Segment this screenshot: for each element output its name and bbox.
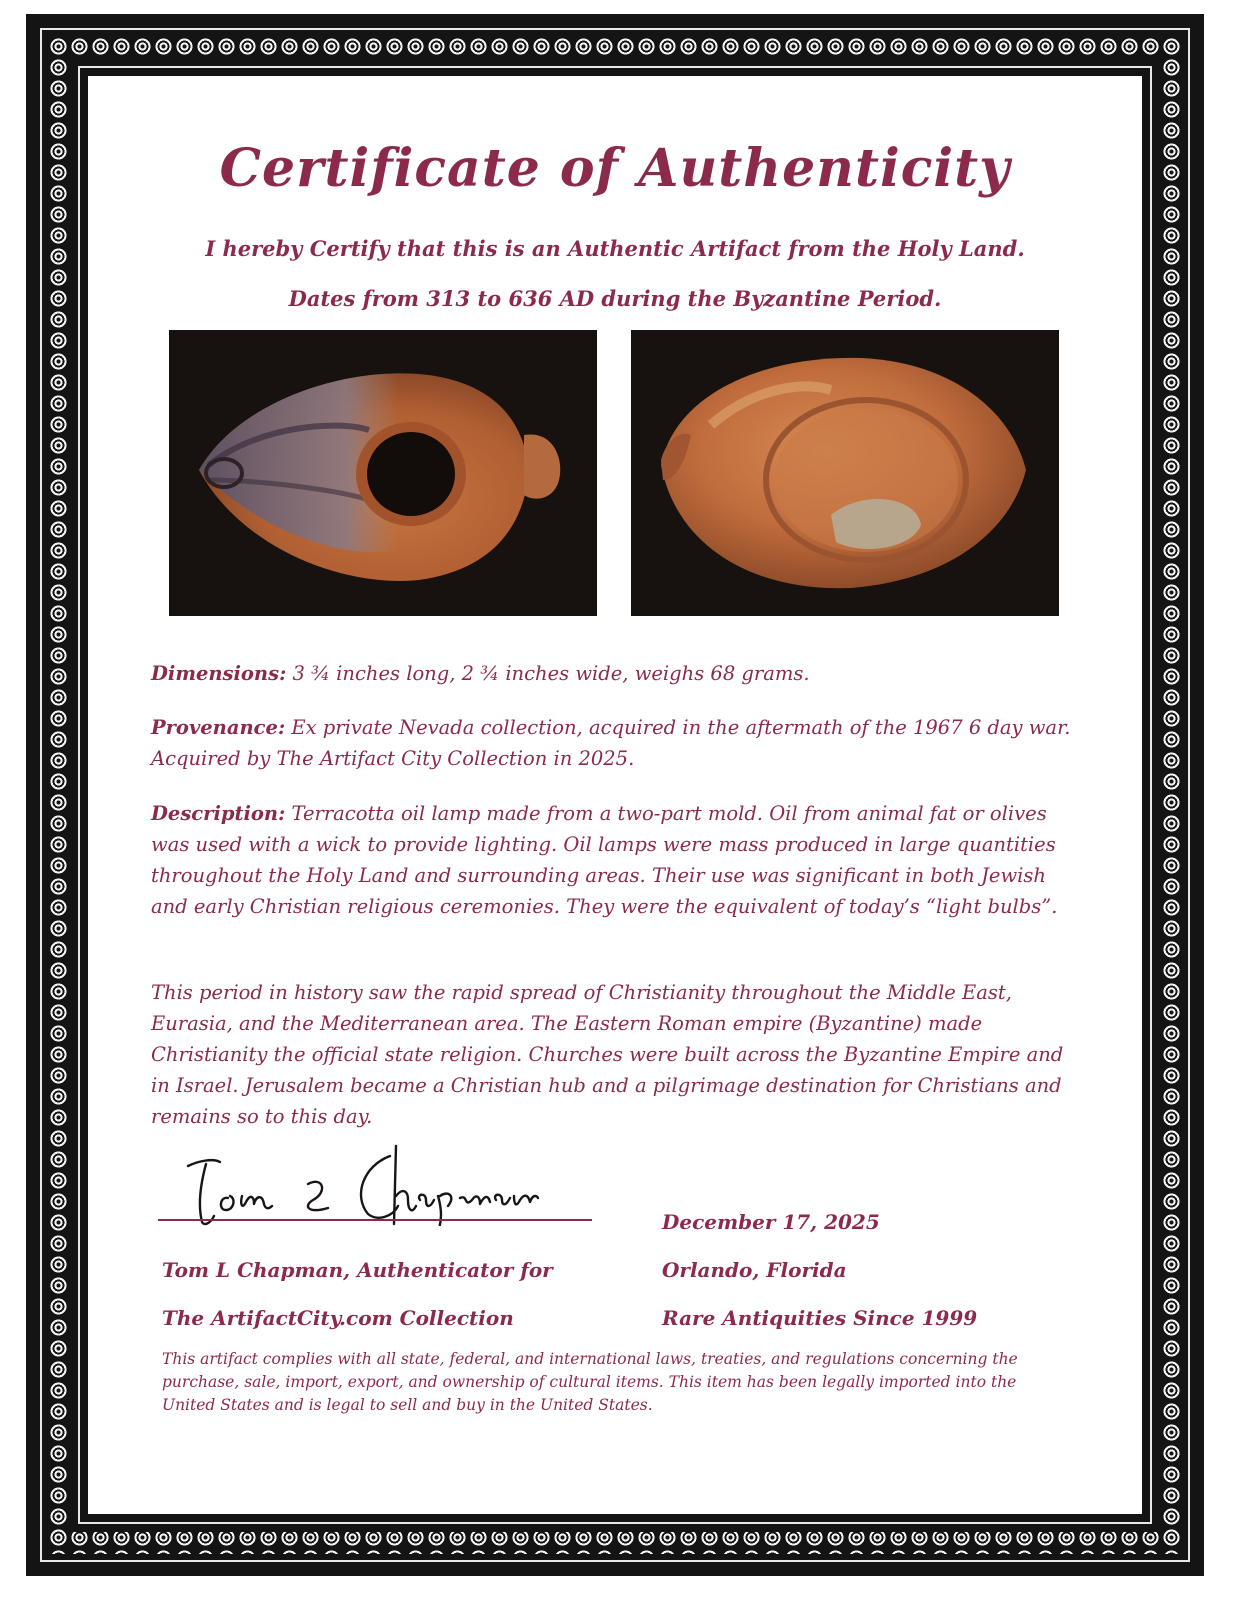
dimensions-label: Dimensions:	[151, 662, 287, 685]
history-paragraph: This period in history saw the rapid spread of Christianity throughout the Middle East, Eurasia, and the Mediterranean area. The Eastern Roman empire (Byzantine) made Christianity the official state religion. Churches were built across the Byzantine Empire and in Israel. Jerusalem became a Christian hub and a pilgrimage destination for Christians and remains so to this day.	[151, 981, 1064, 1128]
legal-notice: This artifact complies with all state, federal, and international laws, treaties, and regulations concerning the purchase, sale, import, export, and ownership of cultural items. This item has been legally imported into the United States and is legal to sell and buy in the United States.	[162, 1350, 1018, 1414]
company-tagline: Rare Antiquities Since 1999	[662, 1306, 978, 1330]
decorative-border	[26, 14, 1204, 1576]
provenance-label: Provenance:	[151, 716, 286, 739]
description-paragraph	[151, 798, 1081, 922]
description-label: Description:	[151, 802, 286, 825]
handwritten-signature	[158, 1136, 598, 1226]
authenticator-line: Tom L Chapman, Authenticator for	[162, 1258, 553, 1282]
artifact-photo-bottom	[631, 330, 1059, 616]
certify-statement: I hereby Certify that this is an Authentic Artifact from the Holy Land.	[205, 236, 1025, 261]
provenance-paragraph	[151, 712, 1081, 774]
oil-lamp-top-icon	[169, 330, 597, 616]
description-value: Terracotta oil lamp made from a two-part mold. Oil from animal fat or olives was used with a wick to provide lighting. Oil lamps were mass produced in large quantities throughout the Holy Land and surrounding areas. Their use was significant in both Jewish and early Christian religious ceremonies. They were the equivalent of today’s “light bulbs”.	[151, 802, 1058, 918]
certificate-body	[88, 76, 1142, 1514]
collection-line: The ArtifactCity.com Collection	[162, 1306, 514, 1330]
provenance-value: Ex private Nevada collection, acquired in the aftermath of the 1967 6 day war. Acquired by The Artifact City Collection in 2025.	[151, 716, 1071, 770]
artifact-photo-top	[169, 330, 597, 616]
dimensions-paragraph	[151, 658, 1081, 689]
issue-date: December 17, 2025	[662, 1210, 880, 1234]
period-statement: Dates from 313 to 636 AD during the Byzantine Period.	[288, 286, 942, 311]
oil-lamp-bottom-icon	[631, 330, 1059, 616]
certificate-title: Certificate of Authenticity	[219, 138, 1011, 199]
dimensions-value: 3 ¾ inches long, 2 ¾ inches wide, weighs 68 grams.	[286, 662, 810, 685]
signature-line	[158, 1219, 592, 1221]
issue-location: Orlando, Florida	[662, 1258, 847, 1282]
